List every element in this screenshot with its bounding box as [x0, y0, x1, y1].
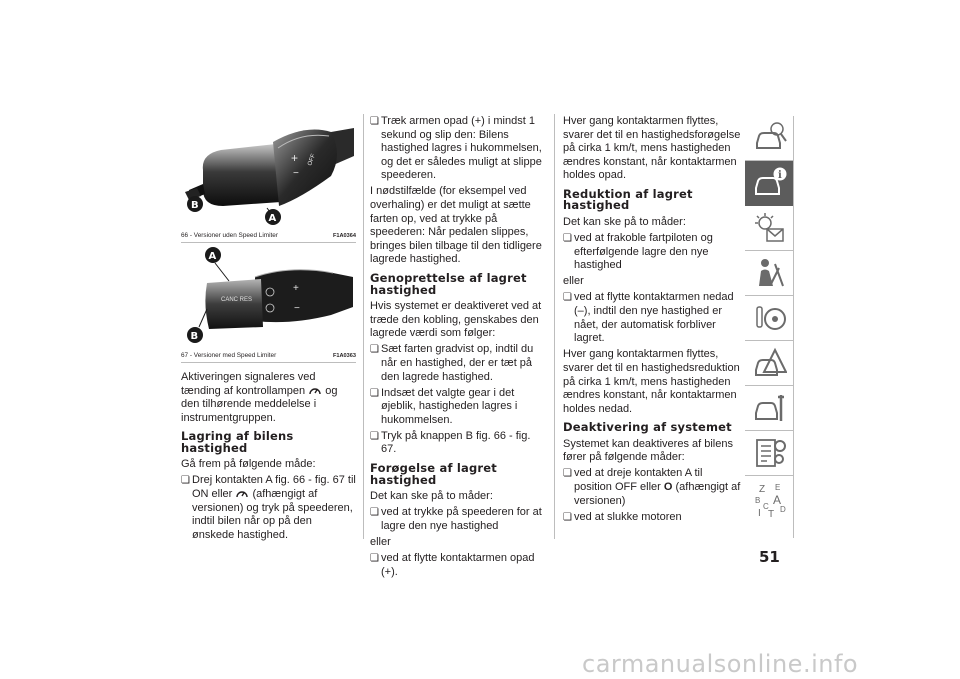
- column-divider: [554, 114, 555, 539]
- emergency-icon: [753, 346, 787, 380]
- bullet-press-b: ❏ Tryk på knappen B fig. 66 - fig. 67.: [370, 430, 546, 457]
- cruise-control-icon: [309, 386, 321, 395]
- chapter-sidebar: [745, 116, 793, 520]
- canc-res-text: CANC RES: [221, 297, 253, 303]
- index-icon: [753, 481, 787, 519]
- safety-icon: [753, 256, 787, 290]
- two-ways-text: Det kan ske på to måder:: [370, 490, 493, 503]
- tab-technical-data[interactable]: [745, 431, 793, 476]
- off-mark: OFF: [307, 153, 317, 167]
- maintenance-icon: [753, 391, 787, 425]
- tab-car-info[interactable]: [745, 116, 793, 161]
- tab-maintenance[interactable]: [745, 386, 793, 431]
- o-symbol: O: [663, 481, 673, 494]
- page-number: 51: [759, 548, 780, 566]
- label-b: B: [190, 331, 199, 342]
- column-divider: [363, 114, 364, 539]
- caption-66: 66 - Versioner uden Speed Limiter F1A0364: [181, 232, 356, 239]
- svg-text:i: i: [778, 170, 782, 181]
- or-text: eller: [563, 275, 584, 288]
- or-text: eller: [370, 535, 391, 548]
- index-letter: D: [780, 505, 786, 514]
- bullet-press-accelerator: ❏ ved at trykke på speederen for at lagre den nye hastighed: [370, 506, 546, 533]
- bullet-select-gear: ❏ Indsæt det valgte gear i det øjeblik, hastigheden lagres i hukommelsen.: [370, 387, 546, 428]
- bullet-engine-off: ❏ ved at slukke motoren: [563, 511, 741, 525]
- heading-reduce: Reduktion af lagret hastighed: [563, 186, 693, 213]
- index-letter: Z: [759, 484, 766, 495]
- bullet-move-down: ❏ ved at flytte kontaktarmen nedad (–), indtil den nye hastighed er nået, der automatisk forbliver lagret.: [563, 291, 741, 345]
- sidebar-rule: [793, 116, 794, 538]
- tab-starting-driving[interactable]: [745, 296, 793, 341]
- emergency-paragraph: I nødstilfælde (for eksempel ved overhaling) er det muligt at sætte farten op, ved at trykke på speederen: Når pedalen slippes, bringes bilen tilbage til den tidligere lagrede hastighed.: [370, 185, 542, 266]
- index-letter: A: [773, 493, 782, 507]
- car-info-icon: [753, 121, 787, 155]
- index-letter: C: [763, 502, 769, 511]
- stalk-illustration-with-limiter: [181, 243, 356, 352]
- move-down-paragraph: Hver gang kontaktarmen flyttes, svarer det til en hastighedsreduktion på cirka 1 km/t, mens hastigheden ændres konstant, når kontaktarmen holdes nedad.: [563, 348, 740, 415]
- label-a: A: [268, 213, 277, 224]
- index-letter: I: [758, 508, 761, 519]
- watermark: carmanualsonline.info: [582, 650, 859, 678]
- bullet-speed-up: ❏ Sæt farten gradvist op, indtil du når en hastighed, der er tæt på den lagrede hastighed.: [370, 343, 546, 384]
- plus-mark: +: [291, 151, 299, 165]
- index-letter: T: [768, 509, 775, 519]
- figure-66: [181, 114, 356, 232]
- index-letter: B: [755, 496, 761, 505]
- figure-67: [181, 243, 356, 352]
- minus-mark: −: [293, 168, 299, 179]
- intro-paragraph: Aktiveringen signaleres ved tænding af kontrollampen og den tilhørende meddelelse i instrumentgruppen.: [181, 371, 338, 424]
- technical-data-icon: [753, 436, 787, 470]
- tab-warning-lights[interactable]: [745, 206, 793, 251]
- stalk-illustration-no-limiter: [181, 114, 356, 232]
- tab-car-data[interactable]: [745, 161, 793, 206]
- index-letter: E: [775, 483, 781, 492]
- bullet-disengage: ❏ ved at frakoble fartpiloten og efterfølgende lagre den nye hastighed: [563, 232, 741, 273]
- caption-67: 67 - Versioner med Speed Limiter F1A0363: [181, 352, 356, 359]
- proceed-text: Gå frem på følgende måde:: [181, 458, 316, 471]
- car-data-icon: [753, 166, 787, 200]
- move-up-paragraph: Hver gang kontaktarmen flyttes, svarer det til en hastighedsforøgelse på cirka 1 km/t, mens hastigheden ændres konstant, når kontaktarmen holdes opad.: [563, 115, 741, 182]
- restore-paragraph: Hvis systemet er deaktiveret ved at træde den kobling, genskabes den lagrede værdi som følger:: [370, 300, 542, 340]
- label-b: B: [191, 200, 199, 211]
- tab-index[interactable]: [745, 476, 793, 520]
- column-1: [181, 114, 356, 545]
- tab-emergency[interactable]: [745, 341, 793, 386]
- bullet-pull-lever: ❏ Træk armen opad (+) i mindst 1 sekund og slip den: Bilens hastighed lagres i hukommelsen, og det er således muligt at slippe speederen.: [370, 115, 546, 183]
- column-2: [370, 115, 546, 582]
- warning-lights-icon: [753, 211, 787, 245]
- two-ways-text: Det kan ske på to måder:: [563, 215, 686, 228]
- heading-lagring: Lagring af bilens hastighed: [181, 429, 294, 455]
- bullet-turn-switch: ❏ Drej kontakten A fig. 66 - fig. 67 til ON eller (afhængigt af versionen) og tryk på speederen, indtil bilen når op på den ønskede hastighed.: [181, 474, 356, 542]
- heading-deactivate: Deaktivering af systemet: [563, 420, 732, 435]
- bullet-turn-off: ❏ ved at dreje kontakten A til position OFF eller O (afhængigt af versionen): [563, 467, 741, 508]
- bullet-move-up: ❏ ved at flytte kontaktarmen opad (+).: [370, 552, 546, 579]
- starting-driving-icon: [753, 301, 787, 335]
- deactivate-paragraph: Systemet kan deaktiveres af bilens fører på følgende måder:: [563, 437, 733, 464]
- cruise-control-icon: [236, 489, 248, 498]
- column-3: [563, 115, 741, 527]
- svg-text:−: −: [294, 303, 300, 314]
- heading-restore: Genoprettelse af lagret hastighed: [370, 271, 527, 297]
- svg-text:+: +: [293, 283, 299, 294]
- heading-increase: Forøgelse af lagret hastighed: [370, 461, 497, 487]
- label-a: A: [208, 251, 217, 262]
- tab-safety[interactable]: [745, 251, 793, 296]
